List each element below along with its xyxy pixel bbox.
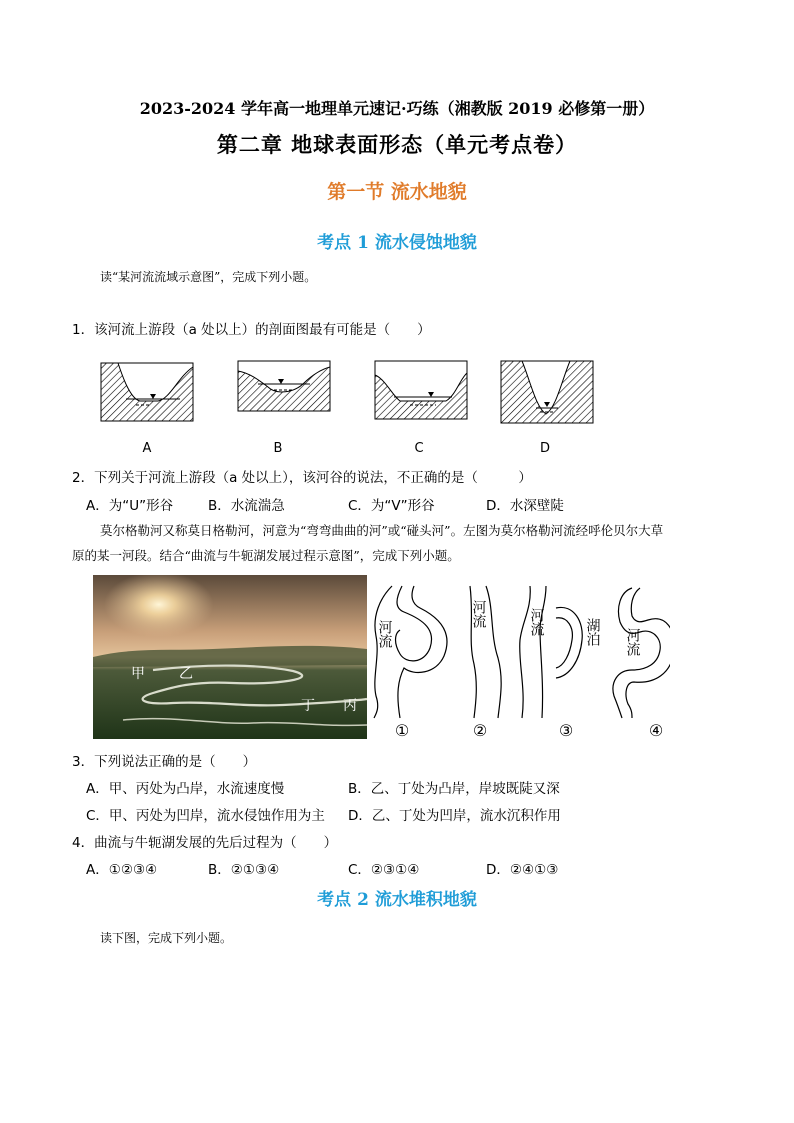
q1-label-d: D xyxy=(539,441,550,456)
q3-option-c: C．甲、丙处为凹岸，流水侵蚀作用为主 xyxy=(86,808,325,824)
q3-option-d: D．乙、丁处为凹岸，流水沉积作用 xyxy=(348,808,561,824)
section-title: 第一节 流水地貌 xyxy=(327,181,467,203)
kp1-title: 考点 1 流水侵蚀地貌 xyxy=(317,233,477,253)
q4-option-d: D．②④①③ xyxy=(486,862,559,878)
chapter-title: 第二章 地球表面形态（单元考点卷） xyxy=(216,132,578,157)
meander-diagram xyxy=(370,578,670,743)
q4-option-a: A．①②③④ xyxy=(86,862,158,878)
intro-3: 读下图，完成下列小题。 xyxy=(100,931,233,945)
meander-text-4: 河流 xyxy=(624,628,640,656)
meander-text-1: 河流 xyxy=(376,620,392,648)
meander-text-3: 河流 xyxy=(528,608,544,636)
profile-c xyxy=(375,361,467,419)
q2-option-d: D．水深壁陡 xyxy=(486,498,564,514)
q1-label-b: B xyxy=(273,441,283,456)
intro-1: 读“某河流流域示意图”，完成下列小题。 xyxy=(100,270,317,284)
river-photo xyxy=(93,575,367,739)
q4-stem: 4．曲流与牛轭湖发展的先后过程为（ ） xyxy=(72,835,338,851)
q2-option-b: B．水流湍急 xyxy=(208,498,285,514)
profile-d xyxy=(500,360,596,426)
photo-label-bing: 丙 xyxy=(343,699,357,714)
photo-label-yi: 乙 xyxy=(179,667,193,682)
intro-2-line1: 莫尔格勒河又称莫日格勒河，河意为“弯弯曲曲的河”或“碰头河”。左图为莫尔格勒河流经呼伦贝尔大草 xyxy=(100,523,664,538)
profile-b xyxy=(238,361,330,411)
q2-option-c: C．为“V”形谷 xyxy=(348,498,435,514)
q1-label-a: A xyxy=(142,441,152,456)
meander-text-lake: 湖泊 xyxy=(584,618,600,646)
document-header: 2023-2024 学年高一地理单元速记·巧练（湘教版 2019 必修第一册） xyxy=(139,99,655,118)
q4-option-c: C．②③①④ xyxy=(348,862,420,878)
cross-section-figures xyxy=(100,355,470,425)
q3-option-b: B．乙、丁处为凸岸，岸坡既陡又深 xyxy=(348,781,560,797)
q1-stem: 1．该河流上游段（a 处以上）的剖面图最有可能是（ ） xyxy=(72,322,431,338)
meander-number-2: ② xyxy=(472,721,488,740)
q2-stem: 2．下列关于河流上游段（a 处以上），该河谷的说法，不正确的是（ ） xyxy=(72,470,532,486)
q3-stem: 3．下列说法正确的是（ ） xyxy=(72,754,257,770)
kp2-title: 考点 2 流水堆积地貌 xyxy=(317,890,477,910)
photo-label-ding: 丁 xyxy=(301,699,315,714)
q2-option-a: A．为“U”形谷 xyxy=(86,498,174,514)
q1-label-c: C xyxy=(414,441,424,456)
profile-a xyxy=(101,363,193,421)
q4-option-b: B．②①③④ xyxy=(208,862,280,878)
intro-2-line2: 原的某一河段。结合“曲流与牛轭湖发展过程示意图”，完成下列小题。 xyxy=(72,548,460,563)
meander-text-2: 河流 xyxy=(470,600,486,628)
photo-label-jia: 甲 xyxy=(131,667,145,682)
meander-number-1: ① xyxy=(394,721,410,740)
meander-number-3: ③ xyxy=(558,721,574,740)
meander-number-4: ④ xyxy=(648,721,664,740)
q3-option-a: A．甲、丙处为凸岸，水流速度慢 xyxy=(86,781,285,797)
